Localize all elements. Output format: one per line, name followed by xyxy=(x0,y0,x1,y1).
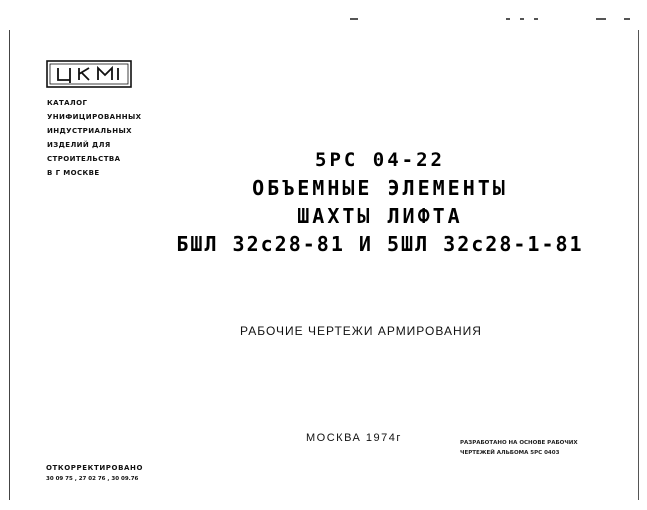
document-subtitle: РАБОЧИЕ ЧЕРТЕЖИ АРМИРОВАНИЯ xyxy=(240,324,482,338)
correction-label: ОТКОРРЕКТИРОВАНО xyxy=(46,464,144,472)
catalog-line: В Г МОСКВЕ xyxy=(47,169,100,177)
catalog-line: УНИФИЦИРОВАННЫХ xyxy=(47,113,142,121)
ckm-logo xyxy=(46,60,132,88)
scan-mark xyxy=(520,18,524,20)
series-code: 5РС 04-22 xyxy=(315,149,445,171)
title-line-2: ШАХТЫ ЛИФТА xyxy=(297,204,463,228)
title-line-3: БШЛ 32с28-81 И 5ШЛ 32с28-1-81 xyxy=(176,232,584,256)
basis-note xyxy=(460,438,630,458)
scan-mark xyxy=(350,18,358,20)
catalog-line: СТРОИТЕЛЬСТВА xyxy=(47,155,121,163)
catalog-line: КАТАЛОГ xyxy=(47,99,88,107)
basis-note-line: РАЗРАБОТАНО НА ОСНОВЕ РАБОЧИХ xyxy=(460,440,578,446)
page-edge-left xyxy=(9,30,10,500)
catalog-line: ИЗДЕЛИЙ ДЛЯ xyxy=(47,141,111,149)
scan-mark xyxy=(624,18,630,20)
correction-dates: 30 09 75 , 27 02 76 , 30 09.76 xyxy=(46,476,139,482)
scan-mark xyxy=(534,18,538,20)
basis-note-line: ЧЕРТЕЖЕЙ АЛЬБОМА 5РС 0403 xyxy=(460,450,560,456)
ckm-logo-mark xyxy=(46,60,132,88)
page-edge-right xyxy=(638,30,639,500)
city-year: МОСКВА 1974г xyxy=(306,432,402,444)
correction-note xyxy=(46,462,246,484)
title-line-1: ОБЪЕМНЫЕ ЭЛЕМЕНТЫ xyxy=(252,176,508,200)
catalog-line: ИНДУСТРИАЛЬНЫХ xyxy=(47,127,132,135)
scan-mark xyxy=(596,18,606,20)
document-title xyxy=(140,146,620,258)
scan-mark xyxy=(506,18,510,20)
